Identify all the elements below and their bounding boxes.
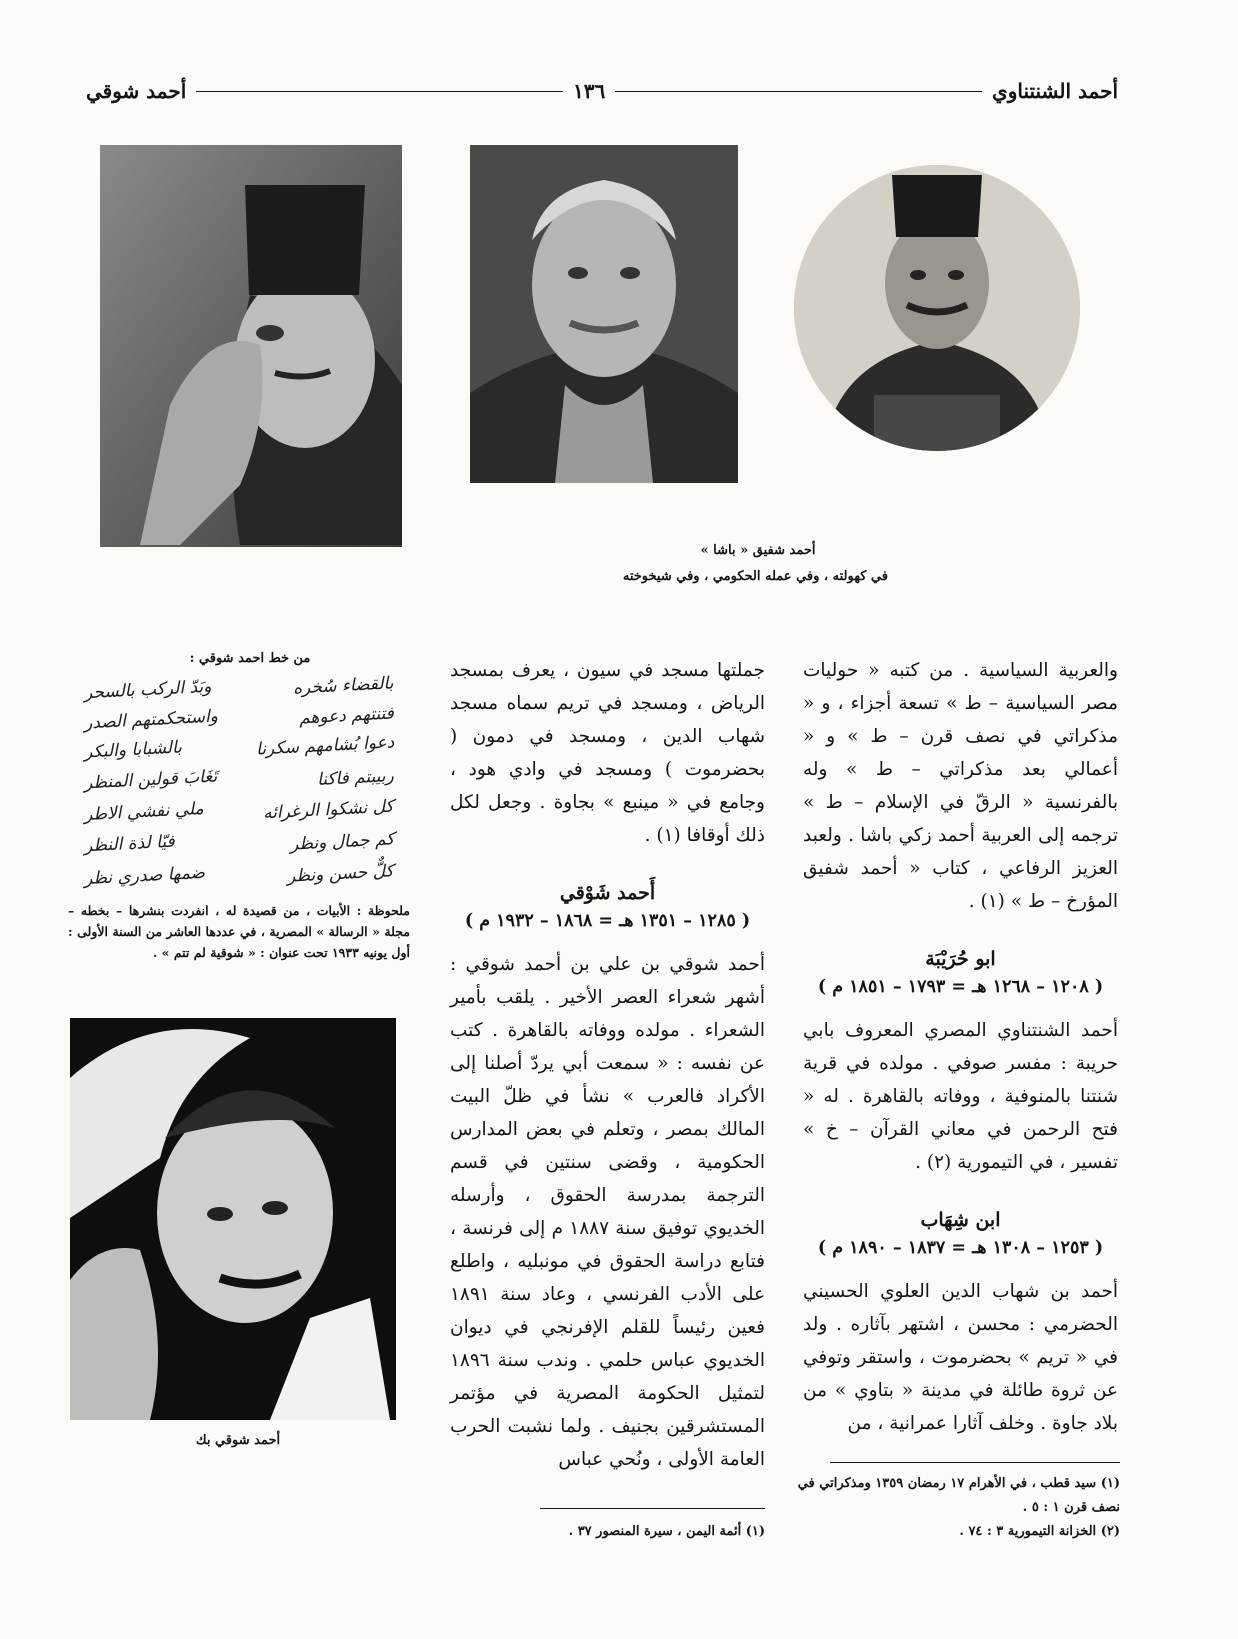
handwriting-line: بالقضاء سُخره (293, 673, 395, 699)
footnote: (١) سيد قطب ، في الأهرام ١٧ رمضان ١٣٥٩ ومذكراتي في نصف قرن ١ : ٥ . (797, 1476, 1120, 1515)
entry-text-abu-huraiba: أحمد الشنتناوي المصري المعروف بابي حريبة : مفسر صوفي . مولده في قرية شنتنا بالمنوفية ، ووفاته بالقاهرة . له « فتح الرحمن في معاني القرآن – خ » تفسير ، في التيمورية (٢) . (803, 1020, 1118, 1173)
portrait-photo-shawqi-bey (70, 1018, 396, 1420)
footnote-rule (540, 1508, 765, 1509)
handwriting-line: كل نشكوا الرغرائه (262, 796, 395, 824)
portrait-photo-shawqi-hand (100, 145, 402, 547)
handwriting-line: دعوا بُشامهم سكرنا (255, 732, 395, 760)
handwriting-line: فيّا لذة النظر (83, 831, 176, 857)
entry-dates-ahmad-shawqi: ( ١٢٨٥ – ١٣٥١ هـ = ١٨٦٨ – ١٩٣٢ م ) (464, 911, 751, 931)
handwriting-line: وبَدّ الركب بالسحر (83, 676, 212, 704)
handwriting-line: ملي نفشي الاطر (83, 798, 205, 826)
footnote-rule (830, 1462, 1120, 1463)
photo-caption-line: أحمد شفيق « باشا » (700, 543, 816, 558)
running-head-right-title: أحمد الشنتناوي (992, 79, 1118, 103)
handwriting-line: كلٌّ حسن ونظر (286, 861, 395, 887)
handwriting-title: من خط احمد شوقي : (189, 651, 311, 666)
entry-text-ibn-shihab: أحمد بن شهاب الدين العلوي الحسيني الحضرمي : محسن ، اشتهر بآثاره . ولد في « تريم » بحضرموت ، واستقر وتوفي عن ثروة طائلة في مدينة « بتاوي » من بلاد جاوة . وخلف آثارا عمرانية ، من (803, 1281, 1118, 1434)
text-column-middle (450, 654, 765, 1476)
entry-dates-abu-huraiba: ( ١٢٠٨ – ١٢٦٨ هـ = ١٧٩٣ – ١٨٥١ م ) (817, 977, 1104, 997)
portrait-photo-shafiq-pasha (470, 145, 738, 483)
handwriting-line: فتنتهم دعوهم (298, 703, 395, 729)
handwriting-line: كم جمال ونظر (289, 829, 395, 855)
entry-title-ibn-shihab: ابن شِهَاب (920, 1209, 1001, 1231)
footnotes-middle (450, 1520, 765, 1544)
photo-caption-shawqi-bey: أحمد شوقي بك (195, 1433, 281, 1448)
entry-title-ahmad-shawqi: أَحمد شَوْقي (559, 882, 656, 904)
handwriting-line: ضمها صدري نظر (83, 862, 206, 890)
handwriting-note: ملحوظة : الأبيات ، من قصيدة له ، انفردت بنشرها – بخطه – مجلة « الرسالة » المصرية ، في عددها العاشر من السنة الأولى : أول يونيه ١٩٣٣ تحت عنوان : « شوقية لم تتم » . (68, 903, 410, 960)
handwriting-sample (80, 673, 398, 898)
entry-title-abu-huraiba: ابو حُرَيْبَة (925, 948, 996, 970)
running-head (86, 72, 1118, 110)
entry-dates-ibn-shihab: ( ١٢٥٣ – ١٣٠٨ هـ = ١٨٣٧ – ١٨٩٠ م ) (817, 1238, 1104, 1258)
footnote: (٢) الخزانة التيمورية ٣ : ٧٤ . (959, 1524, 1120, 1539)
running-head-rule (615, 91, 982, 92)
footnote: (١) أئمة اليمن ، سيرة المنصور ٣٧ . (568, 1524, 765, 1539)
text-column-right (803, 654, 1118, 1440)
entry-continuation-ibn-shihab: جملتها مسجد في سيون ، يعرف بمسجد الرياض ، ومسجد في تريم سماه مسجد شهاب الدين ، ومسجد في دمون ( بحضرموت ) ومسجد في وادي هود ، وجامع في « مينبع » بجاوة . وجعل لكل ذلك أوقافا (١) . (450, 660, 765, 846)
handwriting-line: تَغَابَ قولين المنظر (83, 766, 218, 794)
running-head-rule (196, 91, 563, 92)
photo-caption-shafiq (622, 538, 888, 590)
photo-caption-line: في كهولته ، وفي عمله الحكومي ، وفي شيخوخته (622, 569, 888, 584)
handwriting-line: واستحكمتهم الصدر (83, 706, 219, 734)
page-number: ١٣٦ (573, 79, 606, 103)
portrait-photo-shafiq-young (794, 165, 1080, 451)
entry-continuation-shafiq: والعربية السياسية . من كتبه « حوليات مصر السياسية – ط » تسعة أجزاء ، و « مذكراتي في نصف قرن – ط » و « أعمالي بعد مذكراتي – ط » وله بالفرنسية « الرقّ في الإسلام – ط » ترجمه إلى العربية أحمد زكي باشا . ولعبد العزيز الرفاعي ، كتاب « أحمد شفيق المؤرخ – ط » (١) . (803, 660, 1118, 912)
handwriting-line: بالشبابا والبكر (83, 737, 183, 763)
running-head-left-title: أحمد شوقي (85, 79, 187, 103)
handwriting-line: ربيبتم فاكنا (316, 766, 395, 790)
footnotes-right (790, 1472, 1120, 1544)
entry-text-ahmad-shawqi: أحمد شوقي بن علي بن أحمد شوقي : أشهر شعراء العصر الأخير . يلقب بأمير الشعراء . مولده ووفاته بالقاهرة . كتب عن نفسه : « سمعت أبي يردّ أصلنا إلى الأكراد فالعرب » نشأ في ظلّ البيت المالك بمصر ، وتعلم في بعض المدارس الحكومية ، وقضى سنتين في قسم الترجمة بمدرسة الحقوق ، وأرسله الخديوي توفيق سنة ١٨٨٧ م إلى فرنسة ، فتابع دراسة الحقوق في مونبليه ، واطلع على الأدب الفرنسي ، وعاد سنة ١٨٩١ فعين رئيساً للقلم الإفرنجي في ديوان الخديوي عباس حلمي . وندب سنة ١٨٩٦ لتمثيل الحكومة المصرية في مؤتمر المستشرقين بجنيف . ولما نشبت الحرب العامة الأولى ، ونُحي عباس (450, 954, 765, 1470)
